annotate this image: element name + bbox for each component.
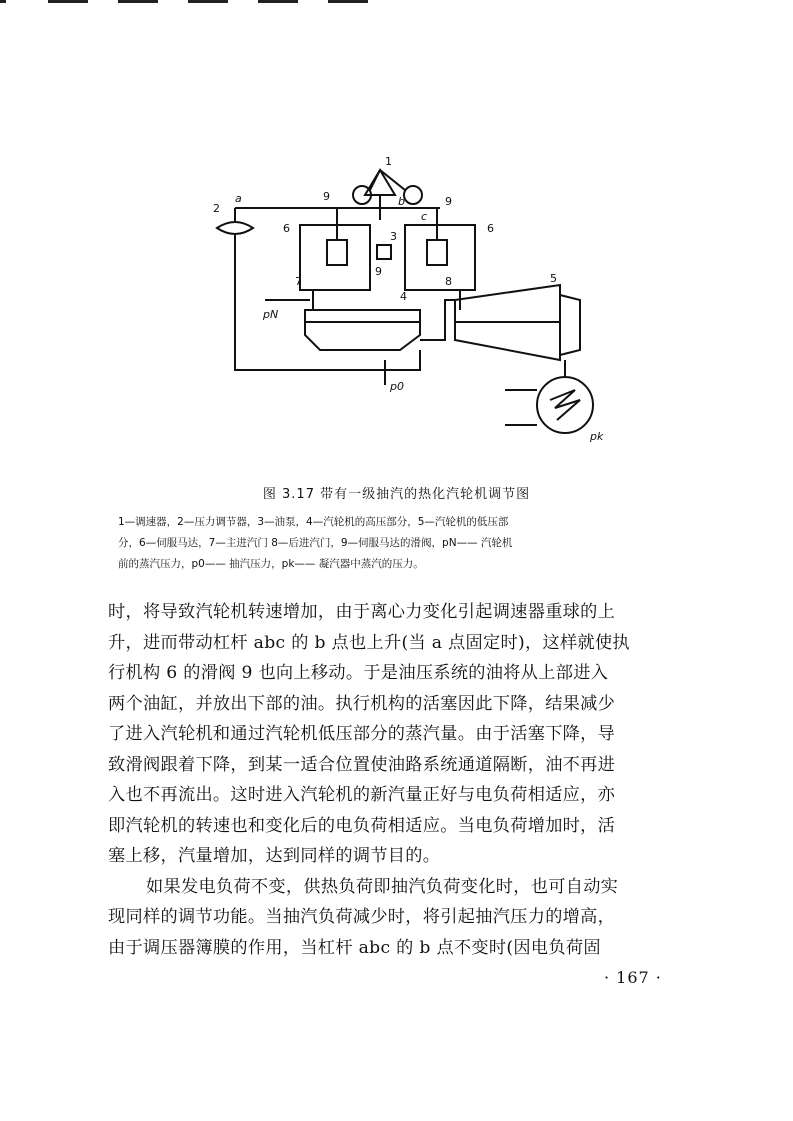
caption-line: 分，6—伺服马达，7—主进汽门 8—后进汽门，9—伺服马达的滑阀，pN—— 汽轮机 <box>118 537 513 549</box>
label-9-left: 9 <box>323 190 330 203</box>
label-pN: pN <box>263 308 279 321</box>
label-8: 8 <box>445 275 452 288</box>
figure-caption-legend <box>118 512 703 575</box>
turbine-regulation-diagram <box>205 150 620 450</box>
servo-motor-left <box>300 225 370 290</box>
oil-pump <box>377 245 391 259</box>
body-line: 时，将导致汽轮机转速增加，由于离心力变化引起调速器重球的上 <box>108 602 616 622</box>
label-pk: pk <box>590 430 604 443</box>
label-1: 1 <box>385 155 392 168</box>
label-9-right: 9 <box>445 195 452 208</box>
slide-valve-left <box>327 240 347 265</box>
label-4: 4 <box>400 290 407 303</box>
label-9-center: 9 <box>375 265 382 278</box>
body-line: 现同样的调节功能。当抽汽负荷减少时，将引起抽汽压力的增高， <box>108 907 616 927</box>
body-line: 致滑阀跟着下降，到某一适合位置使油路系统通道隔断，油不再进 <box>108 754 616 775</box>
pressure-regulator <box>217 222 253 234</box>
body-line: 如果发电负荷不变，供热负荷即抽汽负荷变化时，也可自动实 <box>146 876 619 897</box>
label-5: 5 <box>550 272 557 285</box>
label-c: c <box>421 210 428 223</box>
hp-turbine <box>305 310 420 350</box>
label-6-left: 6 <box>283 222 290 235</box>
governor-arms <box>370 170 405 190</box>
body-line: 塞上移，汽量增加，达到同样的调节目的。 <box>108 846 441 866</box>
scan-artifact-bars <box>0 0 793 10</box>
slide-valve-right <box>427 240 447 265</box>
caption-line: 前的蒸汽压力，p0—— 抽汽压力，pk—— 凝汽器中蒸汽的压力。 <box>118 558 424 570</box>
body-text <box>108 597 708 963</box>
body-line: 由于调压器簿膜的作用，当杠杆 abc 的 b 点不变时(因电负荷固 <box>108 937 601 958</box>
crossover-pipe <box>420 300 455 340</box>
label-2: 2 <box>213 202 220 215</box>
servo-motor-right <box>405 225 475 290</box>
label-a: a <box>235 192 242 205</box>
body-line: 两个油缸，并放出下部的油。执行机构的活塞因此下降，结果减少 <box>108 693 616 714</box>
body-line: 了进入汽轮机和通过汽轮机低压部分的蒸汽量。由于活塞下降，导 <box>108 724 616 744</box>
condenser-coil <box>550 390 580 420</box>
body-line: 即汽轮机的转速也和变化后的电负荷相适应。当电负荷增加时，活 <box>108 815 616 836</box>
caption-line: 1—调速器，2—压力调节器，3—油泵，4—汽轮机的高压部分，5—汽轮机的低压部 <box>118 516 509 528</box>
body-line: 升，进而带动杠杆 abc 的 b 点也上升(当 a 点固定时)，这样就使执 <box>108 632 630 653</box>
governor-ball-right <box>404 186 422 204</box>
figure-caption-title: 图 3.17 带有一级抽汽的热化汽轮机调节图 <box>262 487 531 502</box>
label-p0: p0 <box>390 380 404 393</box>
diagram-svg <box>205 150 620 450</box>
label-7: 7 <box>295 275 302 288</box>
label-b: b <box>398 195 405 208</box>
body-line: 行机构 6 的滑阀 9 也向上移动。于是油压系统的油将从上部进入 <box>108 663 609 683</box>
label-6-right: 6 <box>487 222 494 235</box>
exhaust-pipe <box>560 295 580 355</box>
body-line: 入也不再流出。这时进入汽轮机的新汽量正好与电负荷相适应，亦 <box>108 785 616 805</box>
page-number: · 167 · <box>604 968 662 987</box>
label-3: 3 <box>390 230 397 243</box>
